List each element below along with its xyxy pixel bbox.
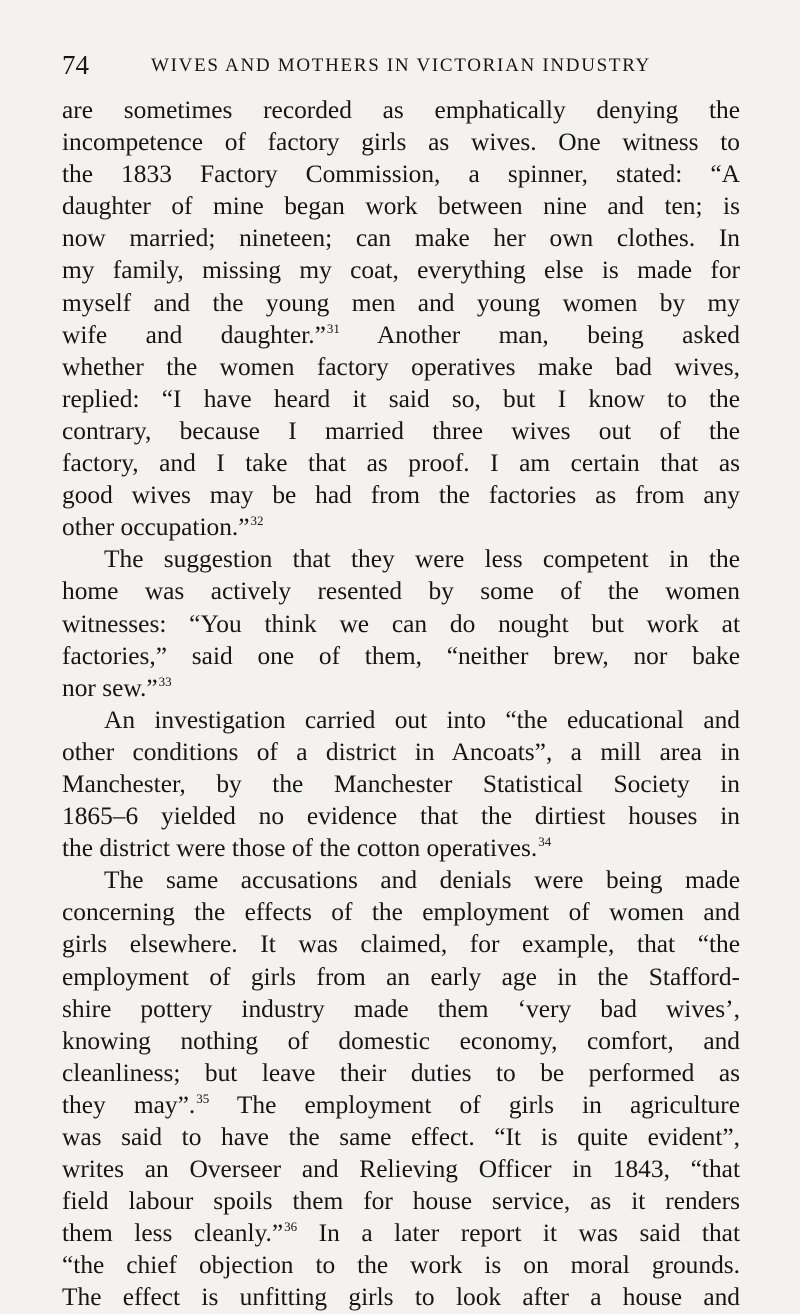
text-line: shire pottery industry made them ‘very bad wives’, — [62, 994, 740, 1023]
text-line: incompetence of factory girls as wives. One witness to — [62, 128, 740, 157]
text-line: The effect is unfitting girls to look after a house and — [62, 1283, 740, 1312]
text-line: was said to have the same effect. “It is quite evident”, — [62, 1123, 740, 1151]
text-line: writes an Overseer and Relieving Officer in 1843, “that — [62, 1155, 740, 1184]
text-line: good wives may be had from the factories as from any — [62, 481, 740, 510]
text-line: knowing nothing of domestic economy, comfort, and — [62, 1026, 740, 1055]
text-line: girls elsewhere. It was claimed, for example, that “the — [62, 930, 740, 959]
footnote-ref: 34 — [538, 834, 552, 850]
text-line: factories,” said one of them, “neither brew, nor bake — [62, 641, 740, 670]
text-line: An investigation carried out into “the educational and — [104, 705, 740, 734]
text-line: factory, and I take that as proof. I am certain that as — [62, 449, 740, 478]
text-line: witnesses: “You think we can do nought but work at — [62, 609, 740, 638]
text-line: wife and daughter.”$^{31}$ Another man, being asked — [62, 320, 740, 349]
text-line: myself and the young men and young women by my — [62, 288, 740, 317]
text-line: other conditions of a district in Ancoats”, a mill area in — [62, 737, 740, 766]
text-line: concerning the effects of the employment of women and — [62, 898, 740, 927]
text-line: daughter of mine began work between nine and ten; is — [62, 192, 740, 221]
text-line: “the chief objection to the work is on moral grounds. — [62, 1251, 740, 1280]
text-line: 1865–6 yielded no evidence that the dirtiest houses in — [62, 802, 740, 831]
text-line: Manchester, by the Manchester Statistical Society in — [62, 769, 740, 798]
page-number: 74 — [62, 50, 89, 80]
text-line: The suggestion that they were less competent in the — [104, 545, 740, 574]
text-line: the district were those of the cotton operatives.$^{34}$ — [62, 834, 552, 863]
page-header — [62, 48, 740, 88]
text-line: are sometimes recorded as emphatically denying the — [62, 96, 740, 124]
text-line: nor sew.”$^{33}$ — [62, 673, 172, 702]
footnote-ref: 33 — [158, 673, 172, 689]
body-text — [62, 94, 740, 1314]
running-head: WIVES AND MOTHERS IN VICTORIAN INDUSTRY — [151, 55, 651, 76]
text-line: The same accusations and denials were being made — [104, 866, 740, 895]
text-line: now married; nineteen; can make her own clothes. In — [62, 224, 740, 253]
text-line: my family, missing my coat, everything else is made for — [62, 256, 740, 285]
text-line: them less cleanly.”$^{36}$ In a later report it was said that — [62, 1219, 741, 1248]
footnote-ref: 36 — [284, 1219, 298, 1235]
text-line: they may”.$^{35}$ The employment of girls in agriculture — [62, 1090, 740, 1119]
text-line: whether the women factory operatives make bad wives, — [62, 352, 740, 381]
footnote-ref: 32 — [250, 513, 264, 529]
text-line: cleanliness; but leave their duties to be performed as — [62, 1058, 740, 1087]
text-line: the 1833 Factory Commission, a spinner, stated: “A — [62, 160, 740, 189]
footnote-ref: 35 — [196, 1090, 210, 1106]
text-line: other occupation.”$^{32}$ — [62, 513, 264, 542]
text-line: home was actively resented by some of the women — [62, 577, 740, 606]
text-line: contrary, because I married three wives out of the — [62, 416, 740, 445]
text-line: replied: “I have heard it said so, but I know to the — [62, 384, 740, 413]
text-line: employment of girls from an early age in the Stafford- — [62, 962, 740, 991]
footnote-ref: 31 — [326, 320, 340, 336]
text-line: field labour spoils them for house service, as it renders — [62, 1187, 740, 1216]
